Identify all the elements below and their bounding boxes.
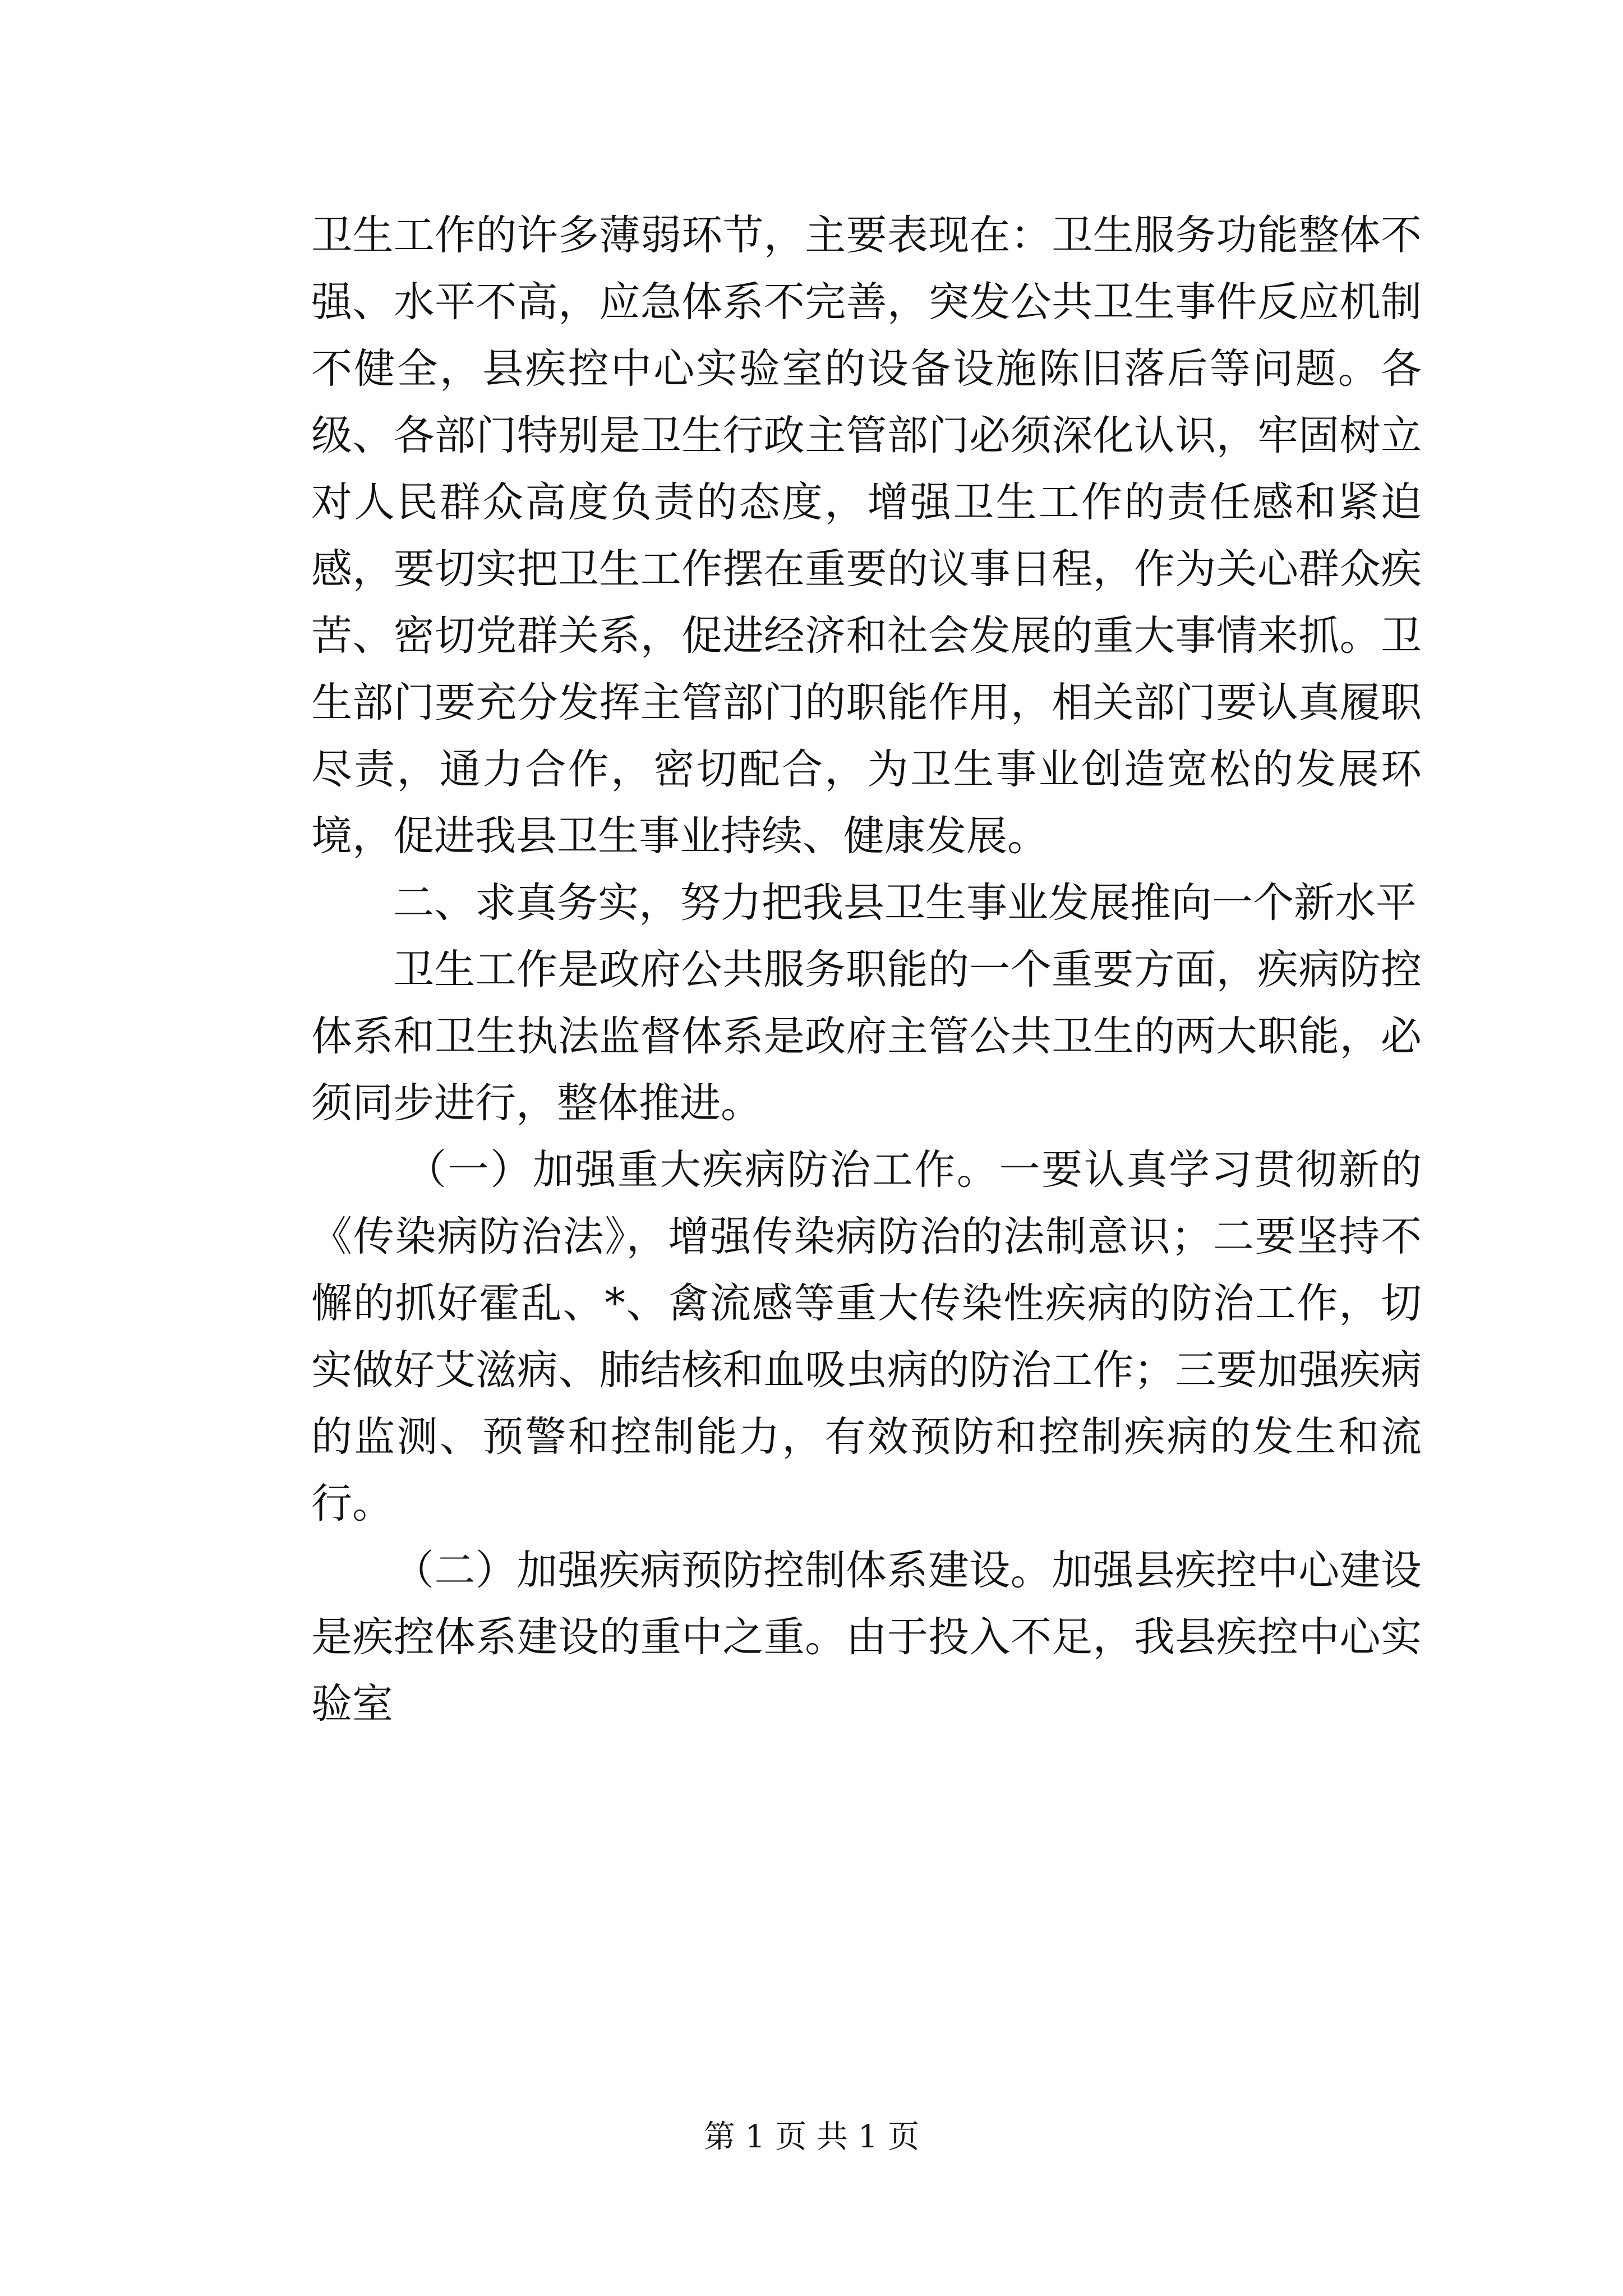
page-footer: 第 1 页 共 1 页 bbox=[703, 2119, 920, 2155]
paragraph-5: （二）加强疾病预防控制体系建设。加强县疾控中心建设是疾控体系建设的重中之重。由于投入不足，我县疾控中心实验室 bbox=[311, 1547, 1422, 1728]
section-heading-2: 二、求真务实，努力把我县卫生事业发展推向一个新水平 bbox=[393, 879, 1417, 927]
paragraph-1: 卫生工作的许多薄弱环节，主要表现在：卫生服务功能整体不强、水平不高，应急体系不完善，突发公共卫生事件反应机制不健全，县疾控中心实验室的设备设施陈旧落后等问题。各级、各部门特别是卫生行政主管部门必须深化认识，牢固树立对人民群众高度负责的态度，增强卫生工作的责任感和紧迫感，要切实把卫生工作摆在重要的议事日程，作为关心群众疾苦、密切党群关系，促进经济和社会发展的重大事情来抓。卫生部门要充分发挥主管部门的职能作用，相关部门要认真履职尽责，通力合作，密切配合，为卫生事业创造宽松的发展环境，促进我县卫生事业持续、健康发展。 bbox=[311, 211, 1422, 860]
paragraph-4: （一）加强重大疾病防治工作。一要认真学习贯彻新的《传染病防治法》，增强传染病防治的法制意识；二要坚持不懈的抓好霍乱、*、禽流感等重大传染性疾病的防治工作，切实做好艾滋病、肺结核和血吸虫病的防治工作；三要加强疾病的监测、预警和控制能力，有效预防和控制疾病的发生和流行。 bbox=[311, 1146, 1422, 1527]
document-body bbox=[311, 202, 1422, 1737]
paragraph-3: 卫生工作是政府公共服务职能的一个重要方面，疾病防控体系和卫生执法监督体系是政府主管公共卫生的两大职能，必须同步进行，整体推进。 bbox=[311, 946, 1422, 1127]
